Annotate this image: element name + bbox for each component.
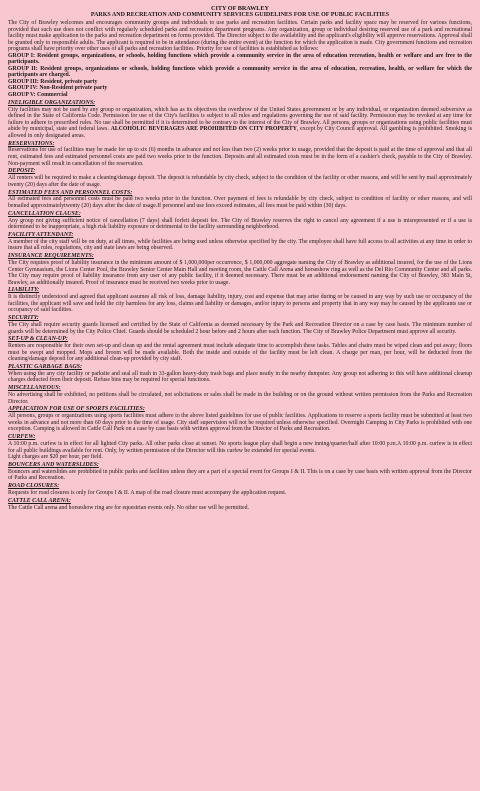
fees-heading: ESTIMATED FEES AND PERSONNEL COSTS:: [8, 189, 133, 196]
bouncers-text: Bouncers and waterslides are prohibited in public parks and facilities unless they are a part of a special event for Groups I & II. This is on a case by case basis with written approval from the Director of Parks and Recreation.: [8, 468, 472, 482]
curfew-text: A 10:00 p.m. curfew is in effect for all lighted City parks. All other parks close at sunset. No sports league play shall begin a new inning/quarter/half after 10:00 p.m.A 10:00 p.m. curfew is in effect for all public buildings available for rent. Only, by written permission of the Director will this curfew be extended for special events.: [8, 441, 472, 454]
reservations-text: Reservations for use of facilities may be made for up to six (6) months in advance and not less than two (2) weeks prior to usage, provided that the deposit is paid at the time of approval and that all rent, estimated fees and estimated personnel costs are paid two weeks prior to the function. Deposits and all estimated costs must be in the form of a cashier's check, payable to the City of Brawley. Non-payment will result in cancellation of the reservation.: [8, 147, 472, 167]
misc-text: No advertising shall be exhibited, no petitions shall be circulated, not solicitations or sales shall be made in the building or on the ground without written permission from the Parks and Recreation Director.: [8, 392, 472, 405]
reservations-heading: RESERVATIONS:: [8, 140, 55, 147]
intro-paragraph: The City of Brawley welcomes and encourages community groups and individuals to use parks and recreation facilities. Certain parks and facility space may be reserved for various functions, provided that such use does not conflict with regularly scheduled parks and recreation department programs. Any organization, group or individual desiring reserved use of a park and recreational facility must make application to the parks and recreation department on forms provided. The Director subject to the availability and the applicant's eligibility will approve reservations. Approval shall be granted only to responsible adults. The applicant is required to be in attendance (during the entire event) at the function for which the application is made. City government functions and recreation programs shall have priority over other uses of all parks and recreation facilities. Priority for use of facilities is established as follows:: [8, 20, 472, 53]
group-4: GROUP IV: Non-Resident private party: [8, 85, 108, 92]
deposit-text: All renters will be required to make a cleaning/damage deposit. The deposit is refundable by city check, subject to the condition of the facility or other reasons, and will be sent by mail approximately twenty (20) days after the date of usage.: [8, 175, 472, 188]
document-title: PARKS AND RECREATION AND COMMUNITY SERVICES GUIDELINES FOR USE OF PUBLIC FACILITIES: [90, 12, 390, 18]
fees-text: All estimated fees and personnel costs must be paid two weeks prior to the function. Over payment of fees is refundable by city check, subject to condition of facility or other reasons, and will bemailed approximatelytwenty (20) days after the date of usage.If personnel and use fees exceed estimates, all fees must be paid within (30) days.: [8, 196, 472, 209]
attendant-text: A member of the city staff will be on duty, at all times, while facilities are being used unless otherwise specified by the city. The employee shall have full access to all activities at any time in order to insure that all rules, regulations, city and state laws are being observed.: [8, 238, 472, 252]
bouncers-heading: BOUNCERS AND WATERSLIDES:: [8, 461, 99, 468]
city-name: CITY OF BRAWLEY: [211, 5, 269, 12]
misc-heading: MISCELLANEOUS:: [8, 385, 61, 392]
group-5: GROUP V: Commercial: [8, 92, 68, 99]
sports-text: All persons, groups or organizations using sports facilities must adhere to the above listed guidelines for use of public facilities. Applications to reserve a sports facility must be submitted at least two weeks in advance and not more than 60 days prior to the time of usage. City staff supervision will not be required unless otherwise specified. Overnight Camping in City Parks is prohibited with one exception. Camping is allowed in Cattle Call Park on a case by case basis with written approval from the Director of Parks and Recreation.: [8, 413, 472, 433]
road-heading: ROAD CLOSURES:: [8, 483, 60, 490]
group-2: GROUP II: Resident groups, organizations or schools, holding functions which provide a community service in the area of education, recreation, health, or welfare for which the participants are charged.: [8, 65, 472, 79]
setup-heading: SET-UP & CLEAN-UP:: [8, 336, 68, 343]
insurance-text: The City requires proof of liability insurance in the minimum amount of $ 1,000,000per occurrence, $ 1,000,000 aggregate naming the City of Brawley as additional insured, for the use of the Lions Center Gymnasium, the Lions Center Pool, the Brawley Senior Center Main Hall and meeting room, the Cattle Call Arena and horseshow ring as well as the Del Rio Community Center and all parks. The City may require proof of liability insurance from any user of any public facility, if it deemed necessary. There must be an additional endorsement naming the City of Brawley, 383 Main St, Brawley, as additionally insured. Proof of insurance must be received two weeks prior to usage.: [8, 259, 472, 286]
curfew-heading: CURFEW:: [8, 434, 36, 441]
group-3: GROUP III: Resident, private party: [8, 78, 98, 85]
security-text: The City shall require security guards licensed and certified by the State of California as deemed necessary by the Park and Recreation Director on a case by case basis. The minimum number of guards will be determined by the City Police Chief. Guards should be scheduled 2 hour before and 2 hours after each function. The City of Brawley Police Department must approve all security.: [8, 321, 472, 335]
attendant-heading: FACILITY ATTENDANT:: [8, 231, 74, 238]
curfew-light-charges: Light charges are $20 per hour, per field.: [8, 454, 103, 461]
security-heading: SECURITY:: [8, 315, 39, 322]
cattle-text: The Cattle Call arena and horseshow ring are for equestrian events only. No other use will be permitted.: [8, 504, 249, 511]
ineligible-text: City facilities may not be used by any group or organization, which has as its objectives the overthrow of the United States government or by any individual, or organization deemed subversive as defined in the State of California Code. Permission for use of the City's facilities is subject to all rules and regulations governing the use of said facility. Permission may be revoked at any time for failure to adhere to prescribed rules. No use shall be permitted if it is determined to be contrary to the interest of the City of Brawley. All persons, groups or organizations using public facilities must abide by municipal, state and federal laws. ALCOHOLIC BEVERAGES ARE PROHIBITED ON CITY PROPERTY, except by City Council approval. All gambling is prohibited. Smoking is allowed in only designated areas.: [8, 106, 472, 139]
cancellation-heading: CANCELLATION CLAUSE:: [8, 210, 81, 217]
ineligible-heading: INELIGIBLE ORGANIZATIONS:: [8, 99, 96, 106]
road-text: Requests for road closures is only for Groups I & II. A map of the road closure must accompany the application request.: [8, 489, 287, 496]
liability-heading: LIABILITY:: [8, 287, 40, 294]
insurance-heading: INSURANCE REQUIREMENTS:: [8, 253, 94, 260]
liability-text: It is distinctly understood and agreed that applicant assumes all risk of loss, damage liability, injury, cost and expense that may arise during or be caused in any way by such use or occupancy of the facilities, the applicant will save and hold the city harmless for any loss, claims and liability or damages, and/or injury to persons and property that in any way may be caused by the applicants use or occupancy of said facilities.: [8, 294, 472, 314]
garbage-heading: PLASTIC GARBAGE BAGS:: [8, 364, 83, 370]
cattle-heading: CATTLE CALL ARENA:: [8, 497, 71, 504]
sports-heading: APPLICATION FOR USE OF SPORTS FACILITIES:: [8, 406, 145, 413]
group-1: GROUP I: Resident groups, organizations, or schools, holding functions which provide a community service in the area of education recreation, health or welfare and are free to the participants.: [8, 52, 472, 66]
setup-text: Renters are responsible for their own set-up and clean up and the rental agreement must include adequate time to accomplish these tasks. Tables and chairs must be wiped clean and put away; floors must be swept and mopped. Mops and broom will be made available. Both the inside and outside of the facility must be left clean. A charge per man, per hour, will be deducted from the cleaning/damage deposit for any additional clean-up provided by city staff.: [8, 343, 472, 363]
cancellation-text: Any group not giving sufficient notice of cancellation (7 days) shall forfeit deposit fee. The City of Brawley reserves the right to cancel any agreement if a use is misrepresented or if a use is determined to be inappropriate, a high risk liability exposure or detrimental to the facility surrounding neighborhood.: [8, 217, 472, 231]
garbage-text: When using the any city facility or parksite and seal all trash in 33-gallon heavy-duty trash bags and place neatly in the nearby dumpster. Any group not adhering to this will have additional cleanup charges deducted from their deposit. Refuse bins may be required for special functions.: [8, 370, 472, 384]
deposit-heading: DEPOSIT:: [8, 168, 36, 175]
alcohol-warning: ALCOHOLIC BEVERAGES ARE PROHIBITED ON CITY PROPERTY: [110, 126, 297, 133]
